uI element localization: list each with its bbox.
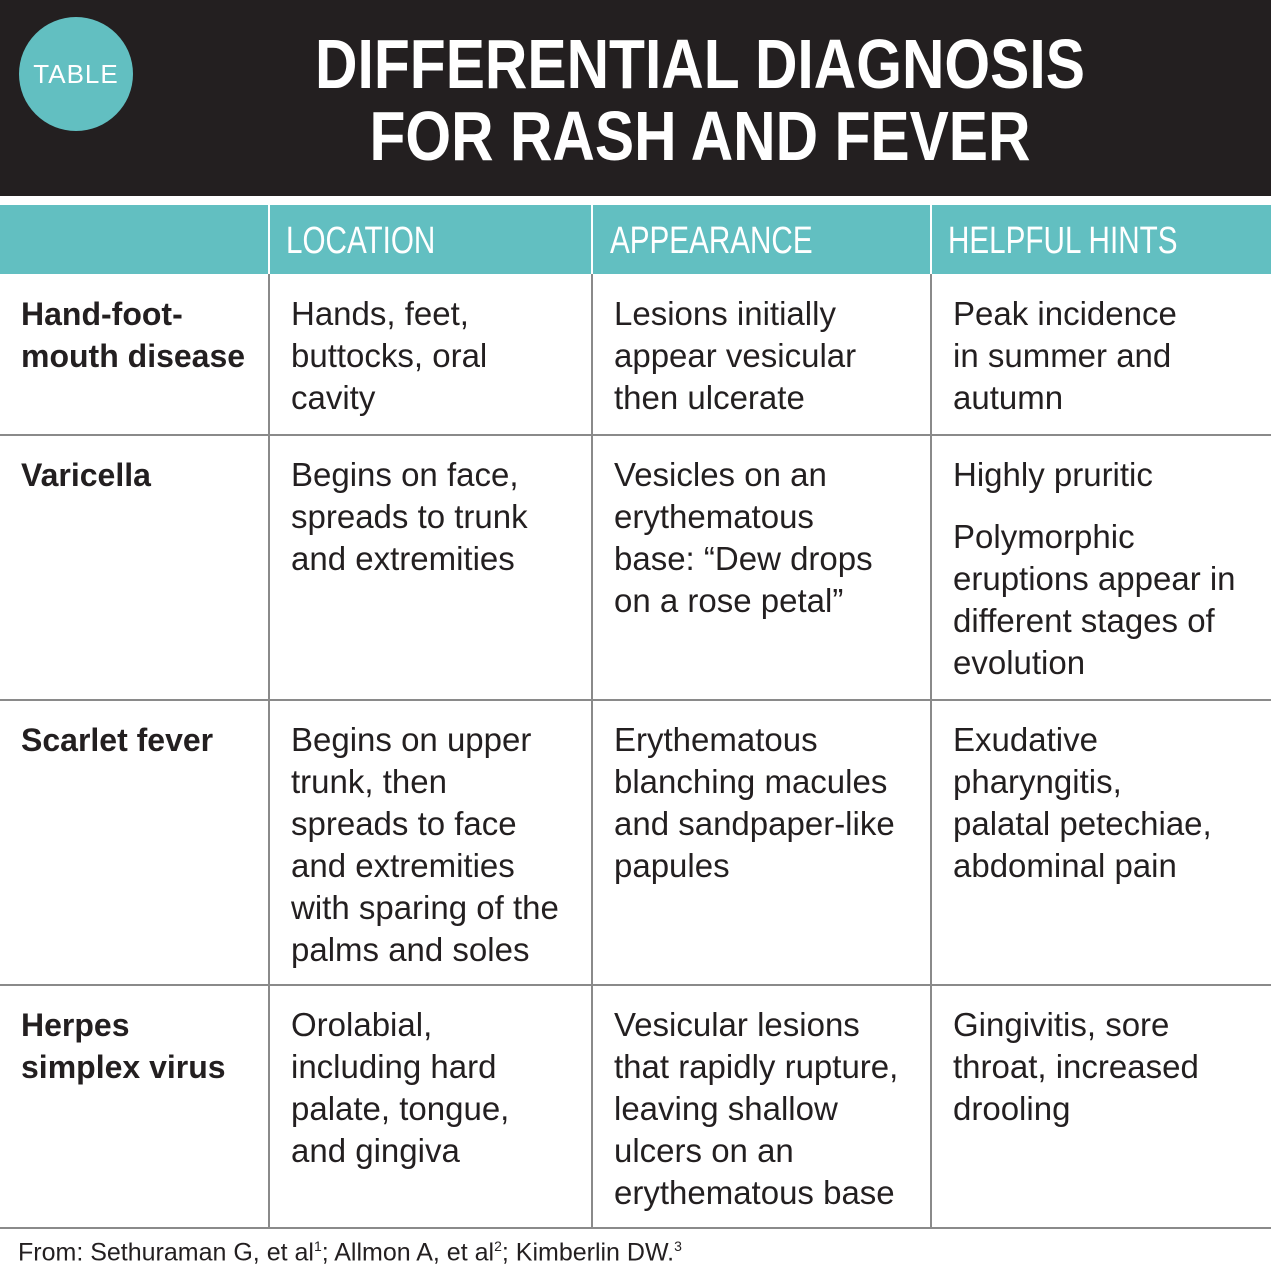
cell-line: with sparing of the: [291, 889, 559, 926]
column-header-row: [0, 205, 1271, 274]
cell-appearance: [614, 719, 895, 887]
cell-line: and gingiva: [291, 1132, 460, 1169]
cell-line: throat, increased: [953, 1048, 1199, 1085]
cell-line: Lesions initially: [614, 295, 836, 332]
table-header-banner: [0, 0, 1271, 196]
cell-line: and extremities: [291, 540, 515, 577]
row-label-line: Herpes: [21, 1007, 130, 1043]
cell-line: leaving shallow: [614, 1090, 838, 1127]
cell-location: [291, 454, 528, 580]
row-label-line: Varicella: [21, 457, 151, 493]
row-divider: [0, 699, 1271, 701]
cell-line: buttocks, oral: [291, 337, 488, 374]
cell-appearance: [614, 454, 873, 622]
cell-location: [291, 293, 487, 419]
row-label-scarlet-fever: [21, 719, 213, 761]
table-badge: TABLE: [19, 17, 133, 131]
cell-helpful-hints: [953, 1004, 1199, 1130]
cell-line: pharyngitis,: [953, 763, 1122, 800]
cell-line: base: “Dew drops: [614, 540, 873, 577]
header-divider: [268, 205, 270, 274]
citation-text: ; Allmon A, et al: [321, 1238, 495, 1267]
cell-line: including hard: [291, 1048, 497, 1085]
cell-line: blanching macules: [614, 763, 888, 800]
cell-line: trunk, then: [291, 763, 447, 800]
cell-line: palatal petechiae,: [953, 805, 1212, 842]
row-label-hand-foot-mouth: [21, 293, 245, 377]
cell-line: cavity: [291, 379, 376, 416]
cell-location: [291, 719, 559, 971]
cell-line: Begins on face,: [291, 456, 519, 493]
citation-ref: 2: [494, 1238, 502, 1254]
cell-line: and sandpaper-like: [614, 805, 895, 842]
cell-line: Exudative: [953, 721, 1098, 758]
column-divider: [591, 274, 593, 1228]
row-label-line: simplex virus: [21, 1049, 226, 1085]
cell-line: in summer and: [953, 337, 1172, 374]
cell-line: Begins on upper: [291, 721, 532, 758]
cell-line: Gingivitis, sore: [953, 1006, 1170, 1043]
cell-line: palate, tongue,: [291, 1090, 510, 1127]
cell-line: palms and soles: [291, 931, 530, 968]
cell-line: autumn: [953, 379, 1064, 416]
cell-line: different stages of: [953, 602, 1215, 639]
cell-line: that rapidly rupture,: [614, 1048, 899, 1085]
row-label-line: mouth disease: [21, 338, 246, 374]
column-divider: [930, 274, 932, 1228]
cell-line: erythematous: [614, 498, 814, 535]
cell-line: Polymorphic: [953, 518, 1135, 555]
header-divider: [591, 205, 593, 274]
column-divider: [268, 274, 270, 1228]
citation-text: From: Sethuraman G, et al: [18, 1238, 314, 1267]
cell-appearance: [614, 1004, 898, 1214]
cell-line: Vesicular lesions: [614, 1006, 860, 1043]
cell-line: eruptions appear in: [953, 560, 1236, 597]
page-title: [238, 25, 1162, 175]
title-line-2: FOR RASH AND FEVER: [369, 97, 1031, 175]
row-divider: [0, 984, 1271, 986]
cell-line: erythematous base: [614, 1174, 895, 1211]
title-line-1: DIFFERENTIAL DIAGNOSIS: [315, 25, 1085, 103]
row-divider: [0, 1227, 1271, 1229]
row-label-line: Scarlet fever: [21, 722, 214, 758]
cell-line: Vesicles on an: [614, 456, 827, 493]
column-header-appearance: APPEARANCE: [610, 220, 813, 262]
cell-line: and extremities: [291, 847, 515, 884]
column-header-location: LOCATION: [286, 220, 436, 262]
cell-line: Hands, feet,: [291, 295, 469, 332]
header-divider: [930, 205, 932, 274]
cell-line: ulcers on an: [614, 1132, 794, 1169]
cell-line: Erythematous: [614, 721, 818, 758]
row-label-herpes-simplex: [21, 1004, 226, 1088]
cell-line: papules: [614, 847, 730, 884]
paragraph-gap: [953, 496, 1236, 516]
citation-ref: 3: [674, 1238, 682, 1254]
cell-line: drooling: [953, 1090, 1071, 1127]
cell-helpful-hints: [953, 454, 1236, 684]
cell-line: spreads to face: [291, 805, 517, 842]
cell-line: Highly pruritic: [953, 456, 1153, 493]
cell-location: [291, 1004, 509, 1172]
citation-ref: 1: [313, 1238, 322, 1254]
cell-line: abdominal pain: [953, 847, 1177, 884]
cell-line: Orolabial,: [291, 1006, 433, 1043]
cell-line: Peak incidence: [953, 295, 1177, 332]
column-header-helpful-hints: HELPFUL HINTS: [948, 220, 1178, 262]
cell-line: on a rose petal”: [614, 582, 844, 619]
cell-line: spreads to trunk: [291, 498, 528, 535]
source-citation: [18, 1238, 682, 1267]
cell-line: evolution: [953, 644, 1086, 681]
cell-helpful-hints: [953, 719, 1212, 887]
citation-text: ; Kimberlin DW.: [501, 1238, 675, 1267]
cell-line: then ulcerate: [614, 379, 805, 416]
row-divider: [0, 434, 1271, 436]
cell-line: appear vesicular: [614, 337, 857, 374]
row-label-varicella: [21, 454, 151, 496]
cell-appearance: [614, 293, 856, 419]
cell-helpful-hints: [953, 293, 1177, 419]
row-label-line: Hand-foot-: [21, 296, 183, 332]
